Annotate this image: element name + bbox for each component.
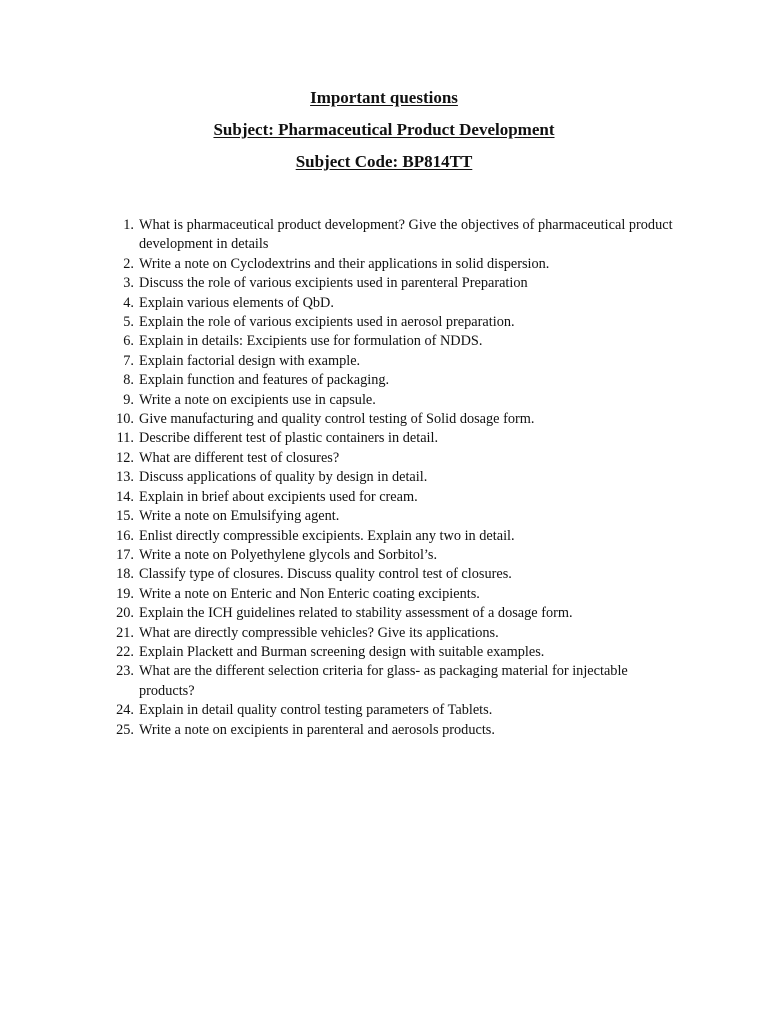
question-item (104, 216, 684, 255)
question-item (104, 604, 684, 623)
question-text: Enlist directly compressible excipients. Explain any two in detail. (139, 527, 515, 544)
question-number: 21. (116, 624, 134, 641)
question-text: Explain function and features of packaging. (139, 372, 390, 389)
question-item (104, 546, 684, 565)
question-item (104, 468, 684, 487)
question-text: Write a note on excipients use in capsule. (139, 391, 376, 408)
question-number: 6. (123, 333, 134, 350)
question-text: Explain in brief about excipients used for cream. (139, 488, 418, 505)
question-number: 10. (116, 411, 134, 428)
question-text: Write a note on Cyclodextrins and their applications in solid dispersion. (139, 255, 550, 272)
question-text: Write a note on excipients in parenteral and aerosols products. (139, 721, 495, 738)
document-title: Important questions (310, 88, 458, 107)
question-list (104, 216, 684, 740)
question-number: 18. (116, 566, 134, 583)
question-text: Write a note on Polyethylene glycols and Sorbitol’s. (139, 546, 438, 563)
question-item (104, 701, 684, 720)
question-text: Discuss applications of quality by design in detail. (139, 469, 428, 486)
question-item (104, 527, 684, 546)
question-number: 3. (123, 275, 134, 292)
question-number: 11. (116, 430, 134, 447)
question-text: Describe different test of plastic containers in detail. (139, 430, 439, 447)
question-text: Explain in details: Excipients use for formulation of NDDS. (139, 333, 483, 350)
question-text: Explain various elements of QbD. (139, 294, 334, 311)
question-item (104, 449, 684, 468)
question-text: What is pharmaceutical product development? Give the objectives of pharmaceutical product development in details (139, 217, 673, 253)
question-text: What are directly compressible vehicles? Give its applications. (139, 624, 499, 641)
question-number: 25. (116, 721, 134, 738)
question-text: Discuss the role of various excipients used in parenteral Preparation (139, 275, 528, 292)
question-text: Write a note on Emulsifying agent. (139, 508, 340, 525)
question-number: 8. (123, 372, 134, 389)
question-item (104, 488, 684, 507)
question-text: Explain the role of various excipients used in aerosol preparation. (139, 314, 515, 331)
question-text: What are the different selection criteria for glass- as packaging material for injectable products? (139, 663, 628, 699)
question-item (104, 662, 684, 701)
subject-heading: Subject: Pharmaceutical Product Development (213, 120, 555, 139)
question-number: 12. (116, 449, 134, 466)
question-item (104, 313, 684, 332)
question-number: 24. (116, 702, 134, 719)
question-item (104, 585, 684, 604)
subject-code-heading: Subject Code: BP814TT (295, 152, 473, 171)
question-item (104, 294, 684, 313)
question-item (104, 255, 684, 274)
question-item (104, 643, 684, 662)
question-text: Classify type of closures. Discuss quality control test of closures. (139, 566, 512, 583)
question-number: 22. (116, 643, 134, 660)
question-number: 23. (116, 663, 134, 680)
question-number: 20. (116, 605, 134, 622)
question-number: 9. (123, 391, 134, 408)
question-text: Write a note on Enteric and Non Enteric coating excipients. (139, 585, 480, 602)
question-item (104, 410, 684, 429)
question-item (104, 624, 684, 643)
question-number: 19. (116, 585, 134, 602)
question-number: 15. (116, 508, 134, 525)
question-item (104, 371, 684, 390)
question-text: What are different test of closures? (139, 449, 340, 466)
question-number: 16. (116, 527, 134, 544)
question-text: Give manufacturing and quality control testing of Solid dosage form. (139, 411, 535, 428)
question-item (104, 352, 684, 371)
question-number: 17. (116, 546, 134, 563)
question-item (104, 429, 684, 448)
question-number: 13. (116, 469, 134, 486)
question-number: 7. (123, 352, 134, 369)
question-number: 5. (123, 314, 134, 331)
question-item (104, 274, 684, 293)
question-number: 2. (123, 255, 134, 272)
question-text: Explain Plackett and Burman screening design with suitable examples. (139, 643, 545, 660)
question-item (104, 391, 684, 410)
question-text: Explain factorial design with example. (139, 352, 361, 369)
question-number: 1. (123, 217, 134, 233)
question-number: 14. (116, 488, 134, 505)
question-number: 4. (123, 294, 134, 311)
question-item (104, 507, 684, 526)
question-item (104, 565, 684, 584)
question-item (104, 332, 684, 351)
question-text: Explain in detail quality control testing parameters of Tablets. (139, 702, 493, 719)
question-text: Explain the ICH guidelines related to stability assessment of a dosage form. (139, 605, 573, 622)
question-item (104, 721, 684, 740)
